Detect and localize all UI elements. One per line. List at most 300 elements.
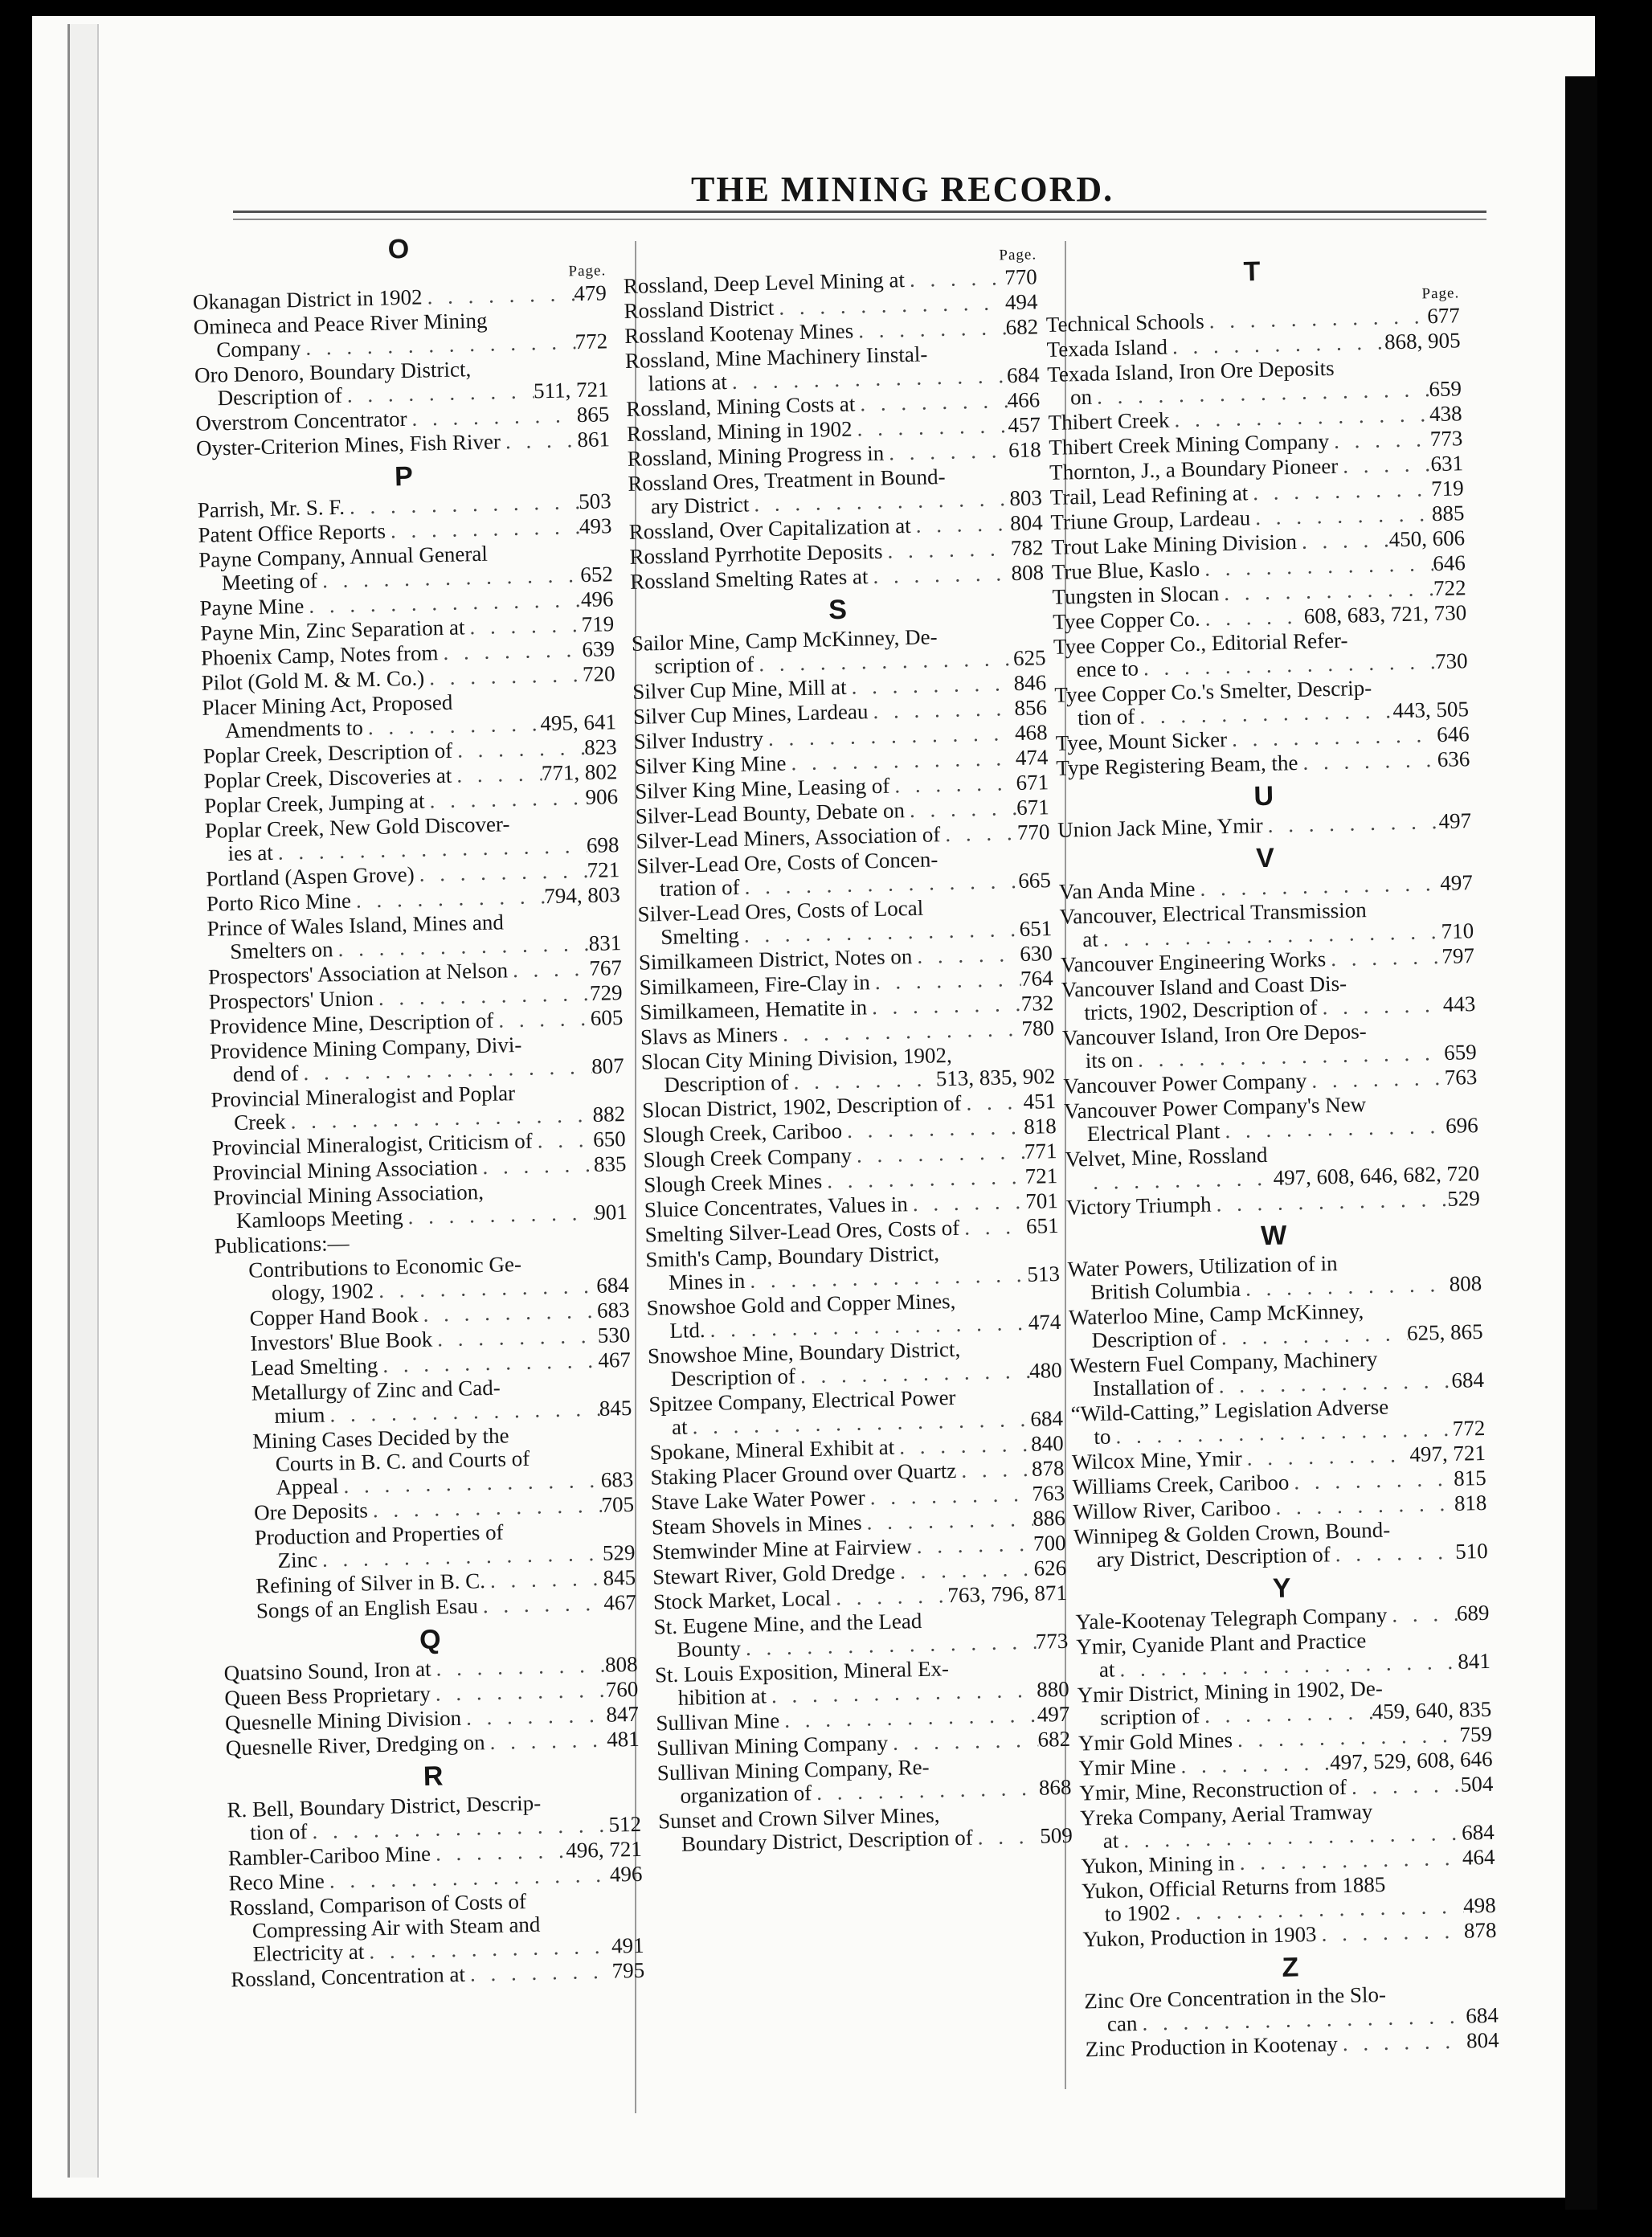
entry-page: 481 — [606, 1726, 640, 1752]
entry-page: 650 — [592, 1127, 627, 1151]
entry-text: St. Eugene Mine, and the Lead — [653, 1608, 922, 1639]
entry-text: Contributions to Economic Ge- — [247, 1252, 522, 1282]
leader-dots — [1200, 552, 1433, 581]
leader-dots — [905, 266, 1005, 292]
index-entry — [1084, 1981, 1499, 2037]
index-entry — [640, 1041, 1055, 1098]
entry-page: 721 — [587, 857, 620, 883]
leader-dots — [501, 428, 578, 453]
entry-text: Portland (Aspen Grove) — [205, 861, 415, 891]
entry-text: organization of — [680, 1781, 812, 1808]
entry-text: Spokane, Mineral Exhibit at — [649, 1434, 895, 1465]
entry-text: ology, 1902 — [271, 1278, 374, 1306]
leader-dots — [374, 1274, 597, 1303]
leader-dots — [1338, 452, 1431, 478]
entry-text: at — [1082, 926, 1099, 952]
entry-text: Yukon, Production in 1903 — [1082, 1921, 1317, 1952]
leader-dots — [431, 1839, 566, 1866]
entry-text: to — [1094, 1424, 1111, 1449]
leader-dots — [754, 647, 1013, 676]
entry-page: 608, 683, 721, 730 — [1303, 600, 1467, 628]
entry-text: Lead Smelting — [250, 1353, 378, 1380]
entry-text: Vancouver Power Company's New — [1063, 1092, 1367, 1123]
entry-page: 780 — [1021, 1016, 1055, 1041]
leader-dots — [855, 389, 1008, 415]
entry-text: Rossland, Comparison of Costs of — [228, 1889, 527, 1920]
entry-page: 651 — [1019, 916, 1053, 942]
entry-text: scription of — [1099, 1703, 1200, 1730]
entry-page: 804 — [1466, 2027, 1499, 2053]
leader-dots — [1248, 477, 1432, 505]
entry-page: 630 — [1020, 941, 1053, 967]
entry-page: 868, 905 — [1384, 328, 1461, 354]
entry-page: 818 — [1023, 1114, 1057, 1139]
entry-text: Songs of an English Esau — [256, 1593, 479, 1623]
entry-page: 450, 606 — [1388, 526, 1466, 552]
index-entry — [1076, 1626, 1490, 1683]
leader-dots — [1262, 810, 1439, 837]
entry-text: Thibert Creek Mining Company — [1049, 429, 1330, 460]
index-entry — [636, 845, 1051, 902]
leader-dots — [1297, 528, 1389, 554]
entry-page: 807 — [591, 1053, 624, 1078]
entry-text: Ymir, Cyanide Plant and Practice — [1075, 1628, 1367, 1659]
index-entry — [625, 340, 1040, 396]
entry-page: 771 — [1024, 1139, 1057, 1163]
leader-dots — [910, 512, 1010, 538]
entry-page: 760 — [605, 1676, 639, 1702]
entry-text: Western Fuel Company, Machinery — [1069, 1346, 1378, 1378]
entry-text: Mines in — [668, 1268, 746, 1295]
index-entry — [1065, 1139, 1479, 1195]
entry-text: Velvet, Mine, Rossland — [1065, 1142, 1268, 1172]
entry-text: Trout Lake Mining Division — [1050, 529, 1298, 559]
entry-page: 773 — [1429, 426, 1463, 452]
entry-text: Description of — [670, 1364, 796, 1392]
leader-dots — [431, 1654, 605, 1681]
entry-text: Vancouver Power Company — [1063, 1068, 1307, 1098]
entry-text: Patent Office Reports — [198, 518, 386, 547]
entry-text: Vancouver, Electrical Transmission — [1059, 898, 1368, 929]
entry-page: 729 — [589, 980, 623, 1005]
leader-dots — [788, 1067, 936, 1094]
entry-page: 846 — [1013, 670, 1047, 696]
entry-page: 467 — [598, 1347, 632, 1372]
leader-dots — [846, 672, 1014, 699]
entry-page: 480 — [1028, 1357, 1062, 1383]
entry-text: tion of — [1077, 704, 1135, 730]
entry-text: Investors' Blue Book — [250, 1327, 433, 1356]
index-entry — [215, 1250, 629, 1307]
leader-dots — [424, 663, 583, 689]
leader-dots — [485, 1728, 607, 1754]
entry-page: 651 — [1025, 1213, 1059, 1238]
entry-text: Provincial Mining Association — [212, 1155, 478, 1185]
entry-page: 496 — [609, 1861, 643, 1887]
leader-dots — [1167, 330, 1385, 358]
entry-text: Van Anda Mine — [1058, 876, 1196, 904]
leader-dots — [345, 490, 579, 519]
entry-text: Omineca and Peace River Mining — [193, 308, 488, 339]
entry-text: Rossland Smelting Rates at — [629, 564, 869, 594]
entry-text: Slocan City Mining Division, 1902, — [640, 1042, 953, 1074]
entry-page: 659 — [1443, 1040, 1477, 1065]
entry-page: 772 — [575, 329, 608, 354]
leader-dots — [1241, 1443, 1409, 1470]
index-entry — [1047, 354, 1462, 410]
leader-dots — [895, 1557, 1034, 1584]
leader-dots — [1250, 502, 1432, 530]
entry-page: 794, 803 — [543, 882, 621, 909]
leader-dots — [1298, 748, 1437, 775]
entry-page: 646 — [1436, 722, 1470, 747]
section-letter: V — [1255, 842, 1275, 874]
entry-text: Rossland Ores, Treatment in Bound- — [628, 464, 946, 496]
entry-text: Ltd. — [669, 1318, 705, 1343]
entry-text: Refining of Silver in B. C. — [255, 1568, 486, 1598]
index-entry — [1070, 1393, 1485, 1450]
entry-page: 665 — [1017, 868, 1052, 894]
entry-page: 730 — [1434, 648, 1468, 674]
entry-text: Trail, Lead Refining at — [1049, 481, 1249, 509]
entry-page: 861 — [577, 427, 611, 452]
entry-text: Payne Company, Annual General — [198, 541, 489, 572]
leader-dots — [763, 722, 1016, 750]
entry-page: 772 — [1452, 1415, 1486, 1441]
entry-text: ary District — [650, 492, 750, 519]
entry-text: Queen Bess Proprietary — [224, 1681, 431, 1711]
section-letter: P — [394, 460, 414, 493]
entry-page: 795 — [611, 1957, 645, 1983]
entry-page: 722 — [1433, 575, 1466, 601]
entry-page: 719 — [1430, 476, 1465, 501]
entry-text: Stave Lake Water Power — [650, 1485, 865, 1515]
leader-dots — [972, 1825, 1040, 1850]
leader-dots — [477, 1153, 594, 1179]
leader-dots — [368, 1494, 602, 1523]
leader-dots — [767, 1679, 1037, 1708]
entry-page: 684 — [1451, 1367, 1485, 1393]
leader-dots — [342, 379, 534, 407]
entry-text: Slavs as Miners — [640, 1021, 779, 1049]
entry-text: Quesnelle River, Dredging on — [225, 1730, 485, 1761]
entry-text: Rossland Kootenay Mines — [624, 318, 854, 348]
entry-page: 479 — [573, 280, 607, 306]
entry-page: 721 — [1024, 1163, 1058, 1188]
entry-text: Smelting — [660, 922, 740, 950]
entry-page: 831 — [588, 930, 622, 956]
entry-text: Tyee, Mount Sicker — [1055, 727, 1228, 755]
entry-text: Yukon, Mining in — [1081, 1851, 1236, 1879]
leader-dots — [1347, 1773, 1462, 1799]
entry-text: Quatsino Sound, Iron at — [223, 1656, 431, 1686]
entry-page: 512 — [608, 1811, 642, 1837]
entry-text: Vancouver Engineering Works — [1060, 947, 1327, 977]
entry-text — [1065, 1189, 1088, 1190]
entry-text: Kamloops Meeting — [235, 1204, 403, 1233]
index-column-2 — [623, 246, 1073, 1858]
index-entry — [229, 1887, 644, 1967]
entry-text: Prospectors' Union — [208, 986, 374, 1014]
entry-text: Electrical Plant — [1086, 1118, 1221, 1147]
section-letter: Z — [1282, 1952, 1299, 1983]
entry-page: 808 — [1011, 560, 1045, 586]
entry-text: Overstrom Concentrator — [195, 406, 407, 436]
entry-text: Sullivan Mining Company — [656, 1730, 889, 1761]
section-letter: U — [1253, 780, 1274, 812]
leader-dots — [1234, 1846, 1462, 1875]
index-entry — [198, 539, 613, 595]
leader-dots — [1135, 699, 1393, 728]
entry-text: Texada Island, Iron Ore Deposits — [1047, 355, 1335, 386]
index-entry — [646, 1287, 1061, 1343]
entry-text: Rossland, Mining Progress in — [627, 440, 885, 471]
entry-text: Providence Mine, Description of — [209, 1008, 494, 1039]
entry-text: Tungsten in Slocan — [1052, 581, 1220, 609]
entry-text: Rossland, Concentration at — [230, 1961, 466, 1992]
entry-text: Sailor Mine, Camp McKinney, De- — [631, 624, 938, 656]
entry-page: 513 — [1027, 1261, 1061, 1286]
entry-text: Rossland, Deep Level Mining at — [623, 268, 906, 298]
entry-text: Description of — [217, 382, 343, 411]
leader-dots — [378, 1349, 599, 1377]
entry-page: 847 — [606, 1701, 640, 1727]
leader-dots — [1219, 577, 1434, 605]
leader-dots — [422, 282, 574, 309]
entry-page: 719 — [581, 611, 615, 637]
entry-text: Rossland Pyrrhotite Deposits — [629, 538, 883, 569]
index-column-1 — [191, 223, 645, 1993]
leader-dots — [1316, 1920, 1464, 1946]
section-letter: T — [1243, 256, 1261, 288]
entry-text: Publications:— — [214, 1230, 350, 1258]
leader-dots — [1387, 1602, 1457, 1627]
entry-page: 511, 721 — [533, 377, 609, 403]
entry-page: 782 — [1010, 535, 1044, 561]
leader-dots — [1200, 1700, 1372, 1728]
entry-page: 671 — [1016, 795, 1050, 820]
entry-text: Electricity at — [252, 1939, 365, 1966]
leader-dots — [831, 1584, 948, 1609]
entry-text: Ymir Gold Mines — [1077, 1728, 1233, 1756]
entry-text: Tyee Copper Co.'s Smelter, Descrip- — [1054, 675, 1372, 707]
entry-text: Texada Island — [1046, 334, 1168, 362]
entry-text: Yale-Kootenay Telegraph Company — [1075, 1602, 1388, 1634]
entry-page: 626 — [1033, 1555, 1067, 1581]
leader-dots — [940, 821, 1017, 846]
index-entry — [1064, 1090, 1478, 1147]
entry-text: Phoenix Camp, Notes from — [200, 640, 439, 670]
entry-text: Slough Creek, Cariboo — [642, 1118, 843, 1147]
entry-page: 797 — [1441, 943, 1475, 969]
leader-dots — [865, 1482, 1032, 1510]
entry-text: Amendments to — [224, 715, 364, 743]
entry-page: 438 — [1429, 401, 1462, 427]
section-letter: Q — [419, 1624, 441, 1656]
entry-text: its on — [1085, 1047, 1134, 1074]
entry-text: at — [1098, 1657, 1115, 1682]
entry-page: 529 — [1446, 1186, 1481, 1211]
index-entry — [1077, 1675, 1491, 1731]
leader-dots — [1213, 1369, 1451, 1398]
entry-page: 497 — [1037, 1701, 1070, 1727]
leader-dots — [485, 1567, 603, 1593]
leader-dots — [894, 1433, 1032, 1459]
leader-dots — [424, 786, 586, 813]
entry-page: 491 — [611, 1932, 644, 1958]
page-column-label: Page. — [999, 246, 1037, 264]
entry-text: at — [1102, 1828, 1119, 1853]
entry-page: 845 — [599, 1395, 632, 1421]
entry-page: 467 — [603, 1589, 637, 1615]
entry-text: Slocan District, 1902, Description of — [641, 1090, 962, 1123]
entry-text: Spitzee Company, Electrical Power — [648, 1384, 956, 1417]
entry-text: Willow River, Cariboo — [1073, 1495, 1271, 1524]
entry-text: scription of — [654, 652, 754, 679]
entry-text: Company — [215, 335, 301, 362]
index-entry — [221, 1518, 636, 1574]
entry-page: 770 — [1016, 820, 1050, 845]
index-entry — [211, 1079, 625, 1135]
entry-text: Triune Group, Lardeau — [1050, 505, 1251, 534]
index-entry — [1080, 1797, 1495, 1854]
entry-text: Silver Cup Mine, Mill at — [632, 674, 847, 704]
entry-page: 451 — [1023, 1089, 1057, 1114]
entry-text: Poplar Creek, New Gold Discover- — [204, 812, 510, 843]
leader-dots — [418, 1299, 597, 1327]
entry-text: Description of — [664, 1069, 789, 1098]
entry-page: 764 — [1020, 966, 1053, 991]
leader-dots — [1329, 427, 1430, 453]
entry-text: dend of — [232, 1061, 299, 1087]
entry-page: 671 — [1016, 770, 1049, 795]
entry-text: Tyee Copper Co., Editorial Refer- — [1053, 628, 1348, 659]
leader-dots — [853, 316, 1006, 342]
entry-text: Thornton, J., a Boundary Pioneer — [1049, 453, 1339, 485]
entry-text: Installation of — [1092, 1373, 1215, 1401]
entry-text: “Wild-Catting,” Legislation Adverse — [1070, 1394, 1389, 1426]
entry-text: Providence Mining Company, Divi- — [209, 1032, 522, 1064]
entry-text: Zinc Ore Concentration in the Slo- — [1083, 1981, 1387, 2014]
leader-dots — [1306, 1066, 1445, 1093]
entry-text: Similkameen, Hematite in — [640, 995, 868, 1024]
entry-text: Smelting Silver-Lead Ores, Costs of — [644, 1215, 960, 1247]
section-letter: Y — [1272, 1572, 1291, 1604]
leader-dots — [532, 1128, 593, 1153]
leader-dots — [778, 1017, 1022, 1046]
entry-page: 631 — [1430, 451, 1464, 476]
leader-dots — [452, 736, 585, 763]
entry-text: Technical Schools — [1045, 309, 1205, 337]
entry-text: hibition at — [677, 1683, 767, 1710]
leader-dots — [1217, 1322, 1408, 1349]
leader-dots — [493, 1007, 591, 1033]
entry-text: Snowshoe Gold and Copper Mines, — [646, 1288, 956, 1320]
entry-page: 804 — [1009, 510, 1044, 536]
entry-page: 443, 505 — [1392, 697, 1470, 723]
entry-text: Ymir District, Mining in 1902, De- — [1077, 1675, 1384, 1707]
leader-dots — [822, 1165, 1025, 1193]
leader-dots — [461, 1703, 607, 1730]
leader-dots — [959, 1215, 1026, 1240]
entry-page: 684 — [1006, 362, 1040, 388]
index-entry — [632, 623, 1046, 679]
entry-text: on — [1069, 384, 1093, 410]
index-entry — [202, 687, 616, 743]
entry-text: Steam Shovels in Mines — [651, 1510, 862, 1540]
entry-text: Porto Rico Mine — [206, 888, 352, 916]
index-entry — [194, 354, 609, 411]
entry-text: Silver-Lead Bounty, Debate on — [635, 798, 906, 828]
entry-page: 509 — [1039, 1822, 1073, 1848]
entry-text: Zinc Production in Kootenay — [1085, 2031, 1339, 2062]
entry-page: 759 — [1459, 1721, 1493, 1747]
entry-page: 625, 865 — [1406, 1319, 1483, 1346]
entry-text: Snowshoe Mine, Boundary District, — [647, 1336, 961, 1368]
entry-page: 698 — [586, 832, 620, 858]
entry-page: 856 — [1014, 695, 1048, 721]
entry-page: 878 — [1463, 1917, 1497, 1943]
entry-text: Silver-Lead Ores, Costs of Local — [637, 895, 924, 926]
leader-dots — [465, 1960, 612, 1986]
entry-page: 771, 802 — [541, 759, 618, 786]
leader-dots — [888, 1728, 1038, 1755]
entry-page: 720 — [582, 661, 615, 687]
entry-page: 497, 529, 608, 646 — [1329, 1746, 1493, 1775]
index-entry — [1069, 1345, 1484, 1401]
entry-page: 496 — [580, 587, 614, 612]
entry-page: 835 — [593, 1151, 627, 1176]
entry-text: Rossland District — [624, 295, 775, 323]
entry-page: 865 — [576, 402, 610, 427]
entry-text: Silver Industry — [633, 726, 764, 754]
index-entry — [645, 1239, 1060, 1295]
entry-page: 459, 640, 835 — [1372, 1696, 1492, 1724]
entry-text: Silver King Mine, Leasing of — [634, 773, 890, 804]
entry-page: 497 — [1440, 870, 1474, 896]
leader-dots — [432, 1324, 598, 1352]
entry-text: Rossland, Mining in 1902 — [626, 416, 853, 446]
entry-page: 689 — [1456, 1600, 1490, 1626]
leader-dots — [812, 1777, 1039, 1805]
entry-page: 882 — [592, 1102, 626, 1127]
entry-page: 503 — [578, 489, 612, 514]
leader-dots — [1241, 1273, 1450, 1301]
entry-text: Stemwinder Mine at Fairview — [652, 1534, 913, 1564]
section-letter: W — [1260, 1220, 1287, 1252]
entry-page: 530 — [597, 1322, 631, 1348]
entry-page: 710 — [1441, 918, 1474, 944]
entry-page: 474 — [1028, 1309, 1061, 1335]
entry-text: Creek — [233, 1109, 286, 1135]
entry-text: Oro Denoro, Boundary District, — [194, 357, 472, 387]
leader-dots — [438, 638, 583, 665]
page-column-label: Page. — [568, 262, 607, 280]
leader-dots — [961, 1090, 1024, 1115]
entry-page: 682 — [1005, 314, 1039, 340]
entry-page: 705 — [601, 1491, 635, 1517]
entry-text: Wilcox Mine, Ymir — [1071, 1446, 1242, 1474]
leader-dots — [478, 1592, 604, 1618]
entry-page: 696 — [1445, 1113, 1479, 1138]
leader-dots — [905, 796, 1017, 822]
index-entry — [219, 1421, 634, 1501]
leader-dots — [869, 967, 1020, 994]
leader-dots — [912, 943, 1020, 968]
entry-text: Mining Cases Decided by the — [251, 1423, 509, 1454]
entry-text: Stock Market, Local — [652, 1585, 832, 1614]
leader-dots — [386, 515, 580, 542]
